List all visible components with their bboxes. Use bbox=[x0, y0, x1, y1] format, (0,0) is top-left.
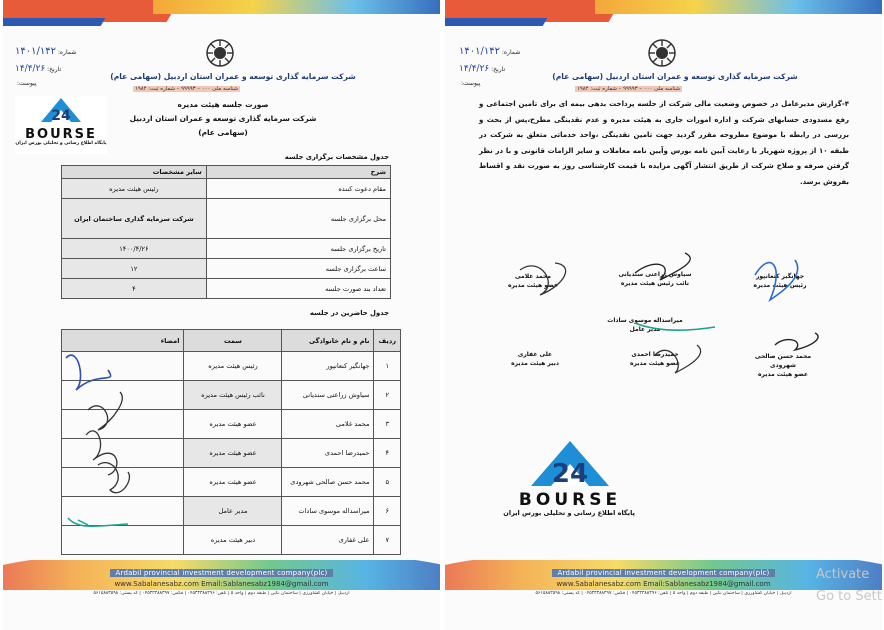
table-cell: جهانگیر کنعانپور bbox=[282, 352, 374, 381]
table-cell: محمد حسن صالحی شهرودی bbox=[282, 468, 374, 497]
table-cell: مقام دعوت کننده bbox=[206, 179, 390, 199]
company-emblem-icon bbox=[205, 38, 235, 68]
svg-text:24: 24 bbox=[51, 108, 71, 124]
meeting-details-table bbox=[61, 165, 391, 299]
table-row bbox=[62, 179, 391, 199]
meta-date: تاریخ: ۱۴/۴/۲۶ bbox=[15, 64, 62, 74]
table-cell: محل برگزاری جلسه bbox=[206, 199, 390, 239]
table-cell: ساعت برگزاری جلسه bbox=[206, 259, 390, 279]
footer-company-english: Ardabil provincial investment development company(plc) bbox=[3, 569, 440, 577]
right-document-page bbox=[445, 0, 882, 630]
table-cell: محمد غلامی bbox=[282, 410, 374, 439]
meta-number: شماره: ۱۴۰۱/۱۴۲ bbox=[15, 46, 77, 57]
table-cell: تاریخ برگزاری جلسه bbox=[206, 239, 390, 259]
signatory-block: جهانگیر کنعانپور رئیس هیئت مدیره bbox=[753, 273, 807, 289]
table-cell: مدیر عامل bbox=[184, 497, 282, 526]
meta-attachment: پیوست: bbox=[461, 80, 481, 87]
table-cell: ۳ bbox=[374, 410, 401, 439]
table-row bbox=[62, 199, 391, 239]
table-header-cell: امضاء bbox=[62, 330, 184, 352]
table-cell: سیاوش زراعتی سندیانی bbox=[282, 381, 374, 410]
table-cell: ۱۴۰۰/۴/۲۶ bbox=[62, 239, 207, 259]
table-cell: تعداد بند صورت جلسه bbox=[206, 279, 390, 299]
table-cell: شرکت سرمایه گذاری ساختمان ایران bbox=[62, 199, 207, 239]
bourse-tagline: پایگاه اطلاع رسانی و تحلیلی بورس ایران bbox=[503, 509, 635, 517]
table-cell: ۱۲ bbox=[62, 259, 207, 279]
table-cell: میراسداله موسوی سادات bbox=[282, 497, 374, 526]
meta-date: تاریخ: ۱۴/۴/۲۶ bbox=[459, 64, 506, 74]
activate-windows-watermark: Activate Go to Sett bbox=[816, 567, 882, 604]
table-cell: عضو هیئت مدیره bbox=[184, 439, 282, 468]
footer-web-email: www.Sabalanesabz.com Email:Sablanesabz1984@gmail.com bbox=[556, 580, 771, 588]
meta-attachment: پیوست: bbox=[17, 80, 37, 87]
footer-company-english: Ardabil provincial investment development company(plc) bbox=[445, 569, 882, 577]
registration-line: شناسه ملی ۰۰۰ – ۹۹۹۹۳ – شماره ثبت: ۱۹۸۴ bbox=[135, 86, 239, 92]
doc-subtitle: شرکت سرمایه گذاری توسعه و عمران استان اردبیل bbox=[129, 114, 317, 123]
table-header-cell: سایر مشخصات bbox=[62, 166, 207, 179]
left-document-page bbox=[3, 0, 440, 630]
signatory-block: محمد غلامی عضو هیئت مدیره bbox=[507, 273, 559, 289]
bourse-logo bbox=[505, 438, 635, 518]
bourse-wordmark: BOURSE bbox=[518, 490, 622, 510]
company-emblem-icon bbox=[647, 38, 677, 68]
signatory-block: میراسداله موسوی سادات مدیر عامل bbox=[607, 317, 683, 333]
company-name: شرکت سرمایه گذاری توسعه و عمران استان اردبیل (سهامی عام) bbox=[552, 72, 798, 81]
table-row bbox=[62, 279, 391, 299]
table-cell: ۴ bbox=[62, 279, 207, 299]
table-cell: ۵ bbox=[374, 468, 401, 497]
table-cell: ۷ bbox=[374, 526, 401, 555]
footer-address: اردبیل | خیابان کشاورزی | ساختمان نگین | طبقه دوم | واحد ۵ | تلفن: ۰۴۵۳۳۳۸۸۳۹۶ | فکس: ۰۴۵۳۳۳۸۸۳۹۷ | کد پستی: ۵۶۱۵۸۸۳۵۹۸ bbox=[535, 591, 792, 596]
table-cell: نائب رئیس هیئت مدیره bbox=[184, 381, 282, 410]
table-cell: علی غفاری bbox=[282, 526, 374, 555]
table-cell: ۱ bbox=[374, 352, 401, 381]
bourse-logo-mark-icon bbox=[37, 96, 85, 124]
table-header-row bbox=[62, 166, 391, 179]
header-decoration bbox=[445, 0, 882, 40]
agenda-item-4-text: ۴-گزارش مدیرعامل در خصوص وضعیت مالی شرکت از جلسه پرداخت بدهی بیمه ای برای تامین اجتماعی و رفع مسدودی حسابهای شرکت و اداره امورات جاری به هیئت مدیره و عدم نقدینگی مطرح،پس از بحث و بررسی در رابطه با موضوع مطروحه مقرر گردید جهت تامین نقدینگی ،واحد خدماتی متعلق به شرکت در طبقه ۱۰ از پروژه شهریار با رعایت آیین نامه بورس وآیین نامه معاملات و سایر الزامات قانونی و با در نظر گرفتن صرفه و صلاح شرکت از طریق انتشار آگهی مزایده با قیمت کارشناسی روز به صورت نقد و اقساط بفروش برسد. bbox=[479, 100, 849, 186]
table-cell: حمیدرضا احمدی bbox=[282, 439, 374, 468]
table-header-cell: شرح bbox=[206, 166, 390, 179]
bourse-logo bbox=[15, 96, 107, 154]
doc-subtitle-2: (سهامی عام) bbox=[198, 128, 248, 137]
meeting-table-caption: جدول مشخصات برگزاری جلسه bbox=[284, 153, 389, 161]
table-cell: عضو هیئت مدیره bbox=[184, 468, 282, 497]
table-cell: عضو هیئت مدیره bbox=[184, 410, 282, 439]
handwritten-signatures-icon bbox=[58, 340, 148, 540]
svg-text:24: 24 bbox=[551, 459, 589, 488]
table-cell: ۲ bbox=[374, 381, 401, 410]
meta-number: شماره: ۱۴۰۱/۱۴۲ bbox=[459, 46, 521, 57]
bourse-wordmark: BOURSE bbox=[25, 127, 97, 142]
bourse-logo-mark-icon bbox=[525, 438, 615, 488]
signatory-block: حمیدرضا احمدی عضو هیئت مدیره bbox=[629, 351, 681, 367]
table-cell: ۴ bbox=[374, 439, 401, 468]
table-cell: دبیر هیئت مدیره bbox=[184, 526, 282, 555]
table-row bbox=[62, 239, 391, 259]
registration-line: شناسه ملی ۰۰۰ – ۹۹۹۹۳ – شماره ثبت: ۱۹۸۴ bbox=[577, 86, 681, 92]
table-header-cell: ردیف bbox=[374, 330, 401, 352]
bourse-tagline: پایگاه اطلاع رسانی و تحلیلی بورس ایران bbox=[15, 141, 107, 146]
table-cell: رئیس هیئت مدیره bbox=[62, 179, 207, 199]
handwritten-signatures-icon bbox=[485, 245, 845, 385]
table-header-cell: سمت bbox=[184, 330, 282, 352]
table-header-cell: نام و نام خانوادگی bbox=[282, 330, 374, 352]
table-cell: رئیس هیئت مدیره bbox=[184, 352, 282, 381]
signatory-block: علی غفاری دبیر هیئت مدیره bbox=[511, 351, 559, 367]
footer-address: اردبیل | خیابان کشاورزی | ساختمان نگین | طبقه دوم | واحد ۵ | تلفن: ۰۴۵۳۳۳۸۸۳۹۶ | فکس: ۰۴۵۳۳۳۸۸۳۹۷ | کد پستی: ۵۶۱۵۸۸۳۵۹۸ bbox=[93, 591, 350, 596]
signatory-block: سیاوش زراعتی سندیانی نائب رئیس هیئت مدیره bbox=[618, 271, 692, 287]
attendees-table-caption: جدول حاضرین در جلسه bbox=[309, 309, 389, 317]
footer-web-email: www.Sabalanesabz.com Email:Sablanesabz1984@gmail.com bbox=[114, 580, 329, 588]
table-cell: ۶ bbox=[374, 497, 401, 526]
header-decoration bbox=[3, 0, 440, 40]
table-row bbox=[62, 259, 391, 279]
company-name: شرکت سرمایه گذاری توسعه و عمران استان اردبیل (سهامی عام) bbox=[110, 72, 356, 81]
doc-title: صورت جلسه هیئت مدیره bbox=[177, 100, 269, 109]
signatory-block: محمد حسن صالحی شهرودی عضو هیئت مدیره bbox=[754, 353, 812, 378]
